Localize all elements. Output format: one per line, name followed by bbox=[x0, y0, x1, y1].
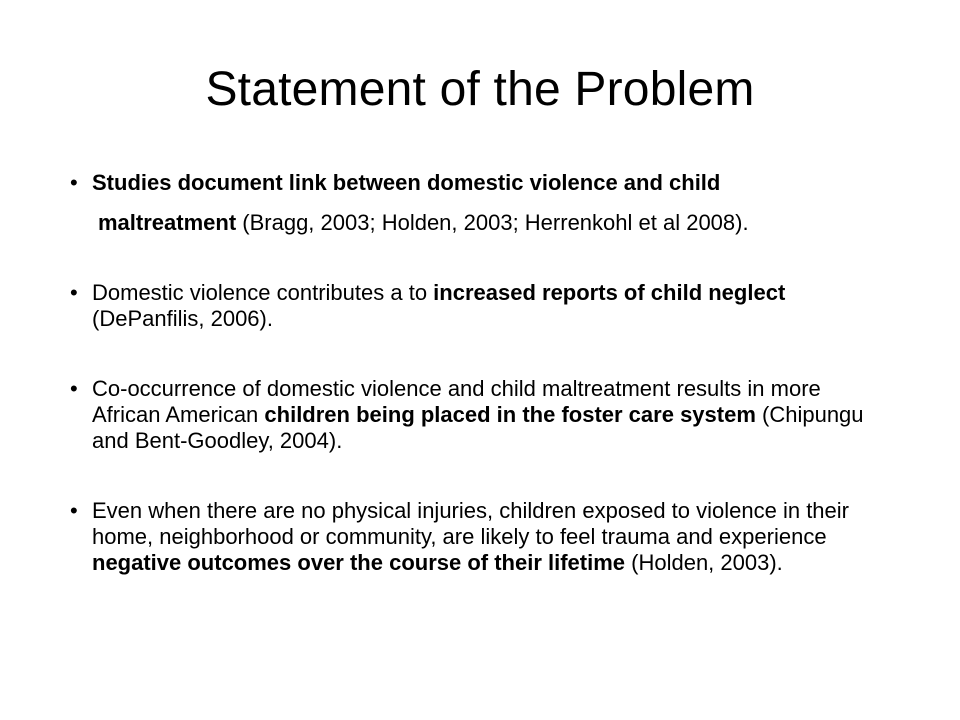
bullet-bold-text: negative outcomes over the course of their lifetime bbox=[92, 550, 626, 575]
bullet-dot-icon: • bbox=[70, 280, 78, 305]
bullet-citation: (Holden, 2003). bbox=[625, 550, 783, 575]
bullet-item bbox=[70, 170, 870, 236]
bullet-dot-icon: • bbox=[70, 498, 78, 523]
bullet-bold-text: maltreatment bbox=[98, 210, 237, 235]
bullet-continuation bbox=[92, 210, 870, 236]
bullet-text: Even when there are no physical injuries, children exposed to violence in their home, neighborhood or community, are likely to feel trauma and experience bbox=[92, 498, 849, 549]
bullet-dot-icon: • bbox=[70, 376, 78, 401]
bullet-bold-text: children being placed in the foster care system bbox=[264, 402, 756, 427]
bullet-item bbox=[70, 280, 870, 332]
bullet-list bbox=[70, 170, 870, 576]
bullet-text: Co-occurrence of domestic violence and child maltreatment results in more African American bbox=[92, 376, 821, 427]
bullet-citation: (Chipungu and Bent-Goodley, 2004). bbox=[92, 402, 864, 453]
slide-title: Statement of the Problem bbox=[205, 63, 755, 116]
bullet-citation: (DePanfilis, 2006). bbox=[92, 306, 273, 331]
bullet-text: Domestic violence contributes a to bbox=[92, 280, 434, 305]
bullet-bold-text: increased reports of child neglect bbox=[433, 280, 786, 305]
bullet-citation: (Bragg, 2003; Holden, 2003; Herrenkohl et al 2008). bbox=[236, 210, 749, 235]
bullet-dot-icon: • bbox=[70, 170, 78, 195]
bullet-bold-text: Studies document link between domestic violence and child bbox=[92, 170, 721, 195]
bullet-item bbox=[70, 376, 870, 454]
bullet-item bbox=[70, 498, 870, 576]
